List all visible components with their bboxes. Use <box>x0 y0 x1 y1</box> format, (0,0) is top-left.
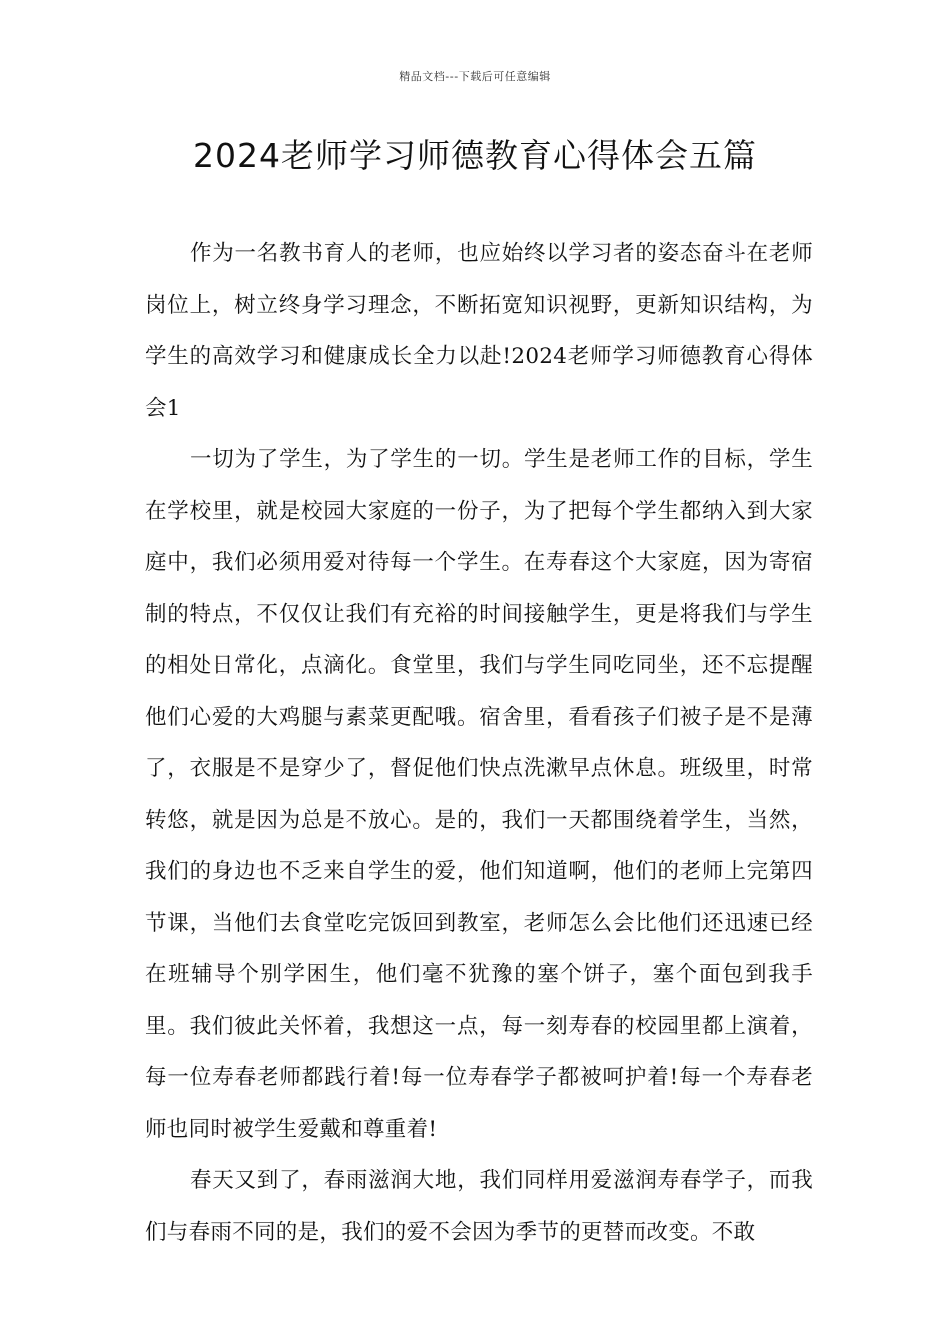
paragraph-spring: 春天又到了，春雨滋润大地，我们同样用爱滋润寿春学子，而我们与春雨不同的是，我们的爱不会因为季节的更替而改变。不敢 <box>145 1168 813 1245</box>
paragraph-intro: 作为一名教书育人的老师，也应始终以学习者的姿态奋斗在老师岗位上，树立终身学习理念，不断拓宽知识视野，更新知识结构，为学生的高效学习和健康成长全力以赴!2024老师学习师德教育心得体会1 <box>145 241 813 421</box>
document-body <box>145 228 813 1258</box>
header-note: 精品文档---下载后可任意编辑 <box>399 70 551 83</box>
paragraph-students: 一切为了学生，为了学生的一切。学生是老师工作的目标，学生在学校里，就是校园大家庭的一份子，为了把每个学生都纳入到大家庭中，我们必须用爱对待每一个学生。在寿春这个大家庭，因为寄宿制的特点，不仅仅让我们有充裕的时间接触学生，更是将我们与学生的相处日常化，点滴化。食堂里，我们与学生同吃同坐，还不忘提醒他们心爱的大鸡腿与素菜更配哦。宿舍里，看看孩子们被子是不是薄了，衣服是不是穿少了，督促他们快点洗漱早点休息。班级里，时常转悠，就是因为总是不放心。是的，我们一天都围绕着学生，当然，我们的身边也不乏来自学生的爱，他们知道啊，他们的老师上完第四节课，当他们去食堂吃完饭回到教室，老师怎么会比他们还迅速已经在班辅导个别学困生，他们毫不犹豫的塞个饼子，塞个面包到我手里。我们彼此关怀着，我想这一点，每一刻寿春的校园里都上演着，每一位寿春老师都践行着!每一位寿春学子都被呵护着!每一个寿春老师也同时被学生爱戴和尊重着! <box>145 447 813 1142</box>
document-title: 2024老师学习师德教育心得体会五篇 <box>193 136 757 175</box>
